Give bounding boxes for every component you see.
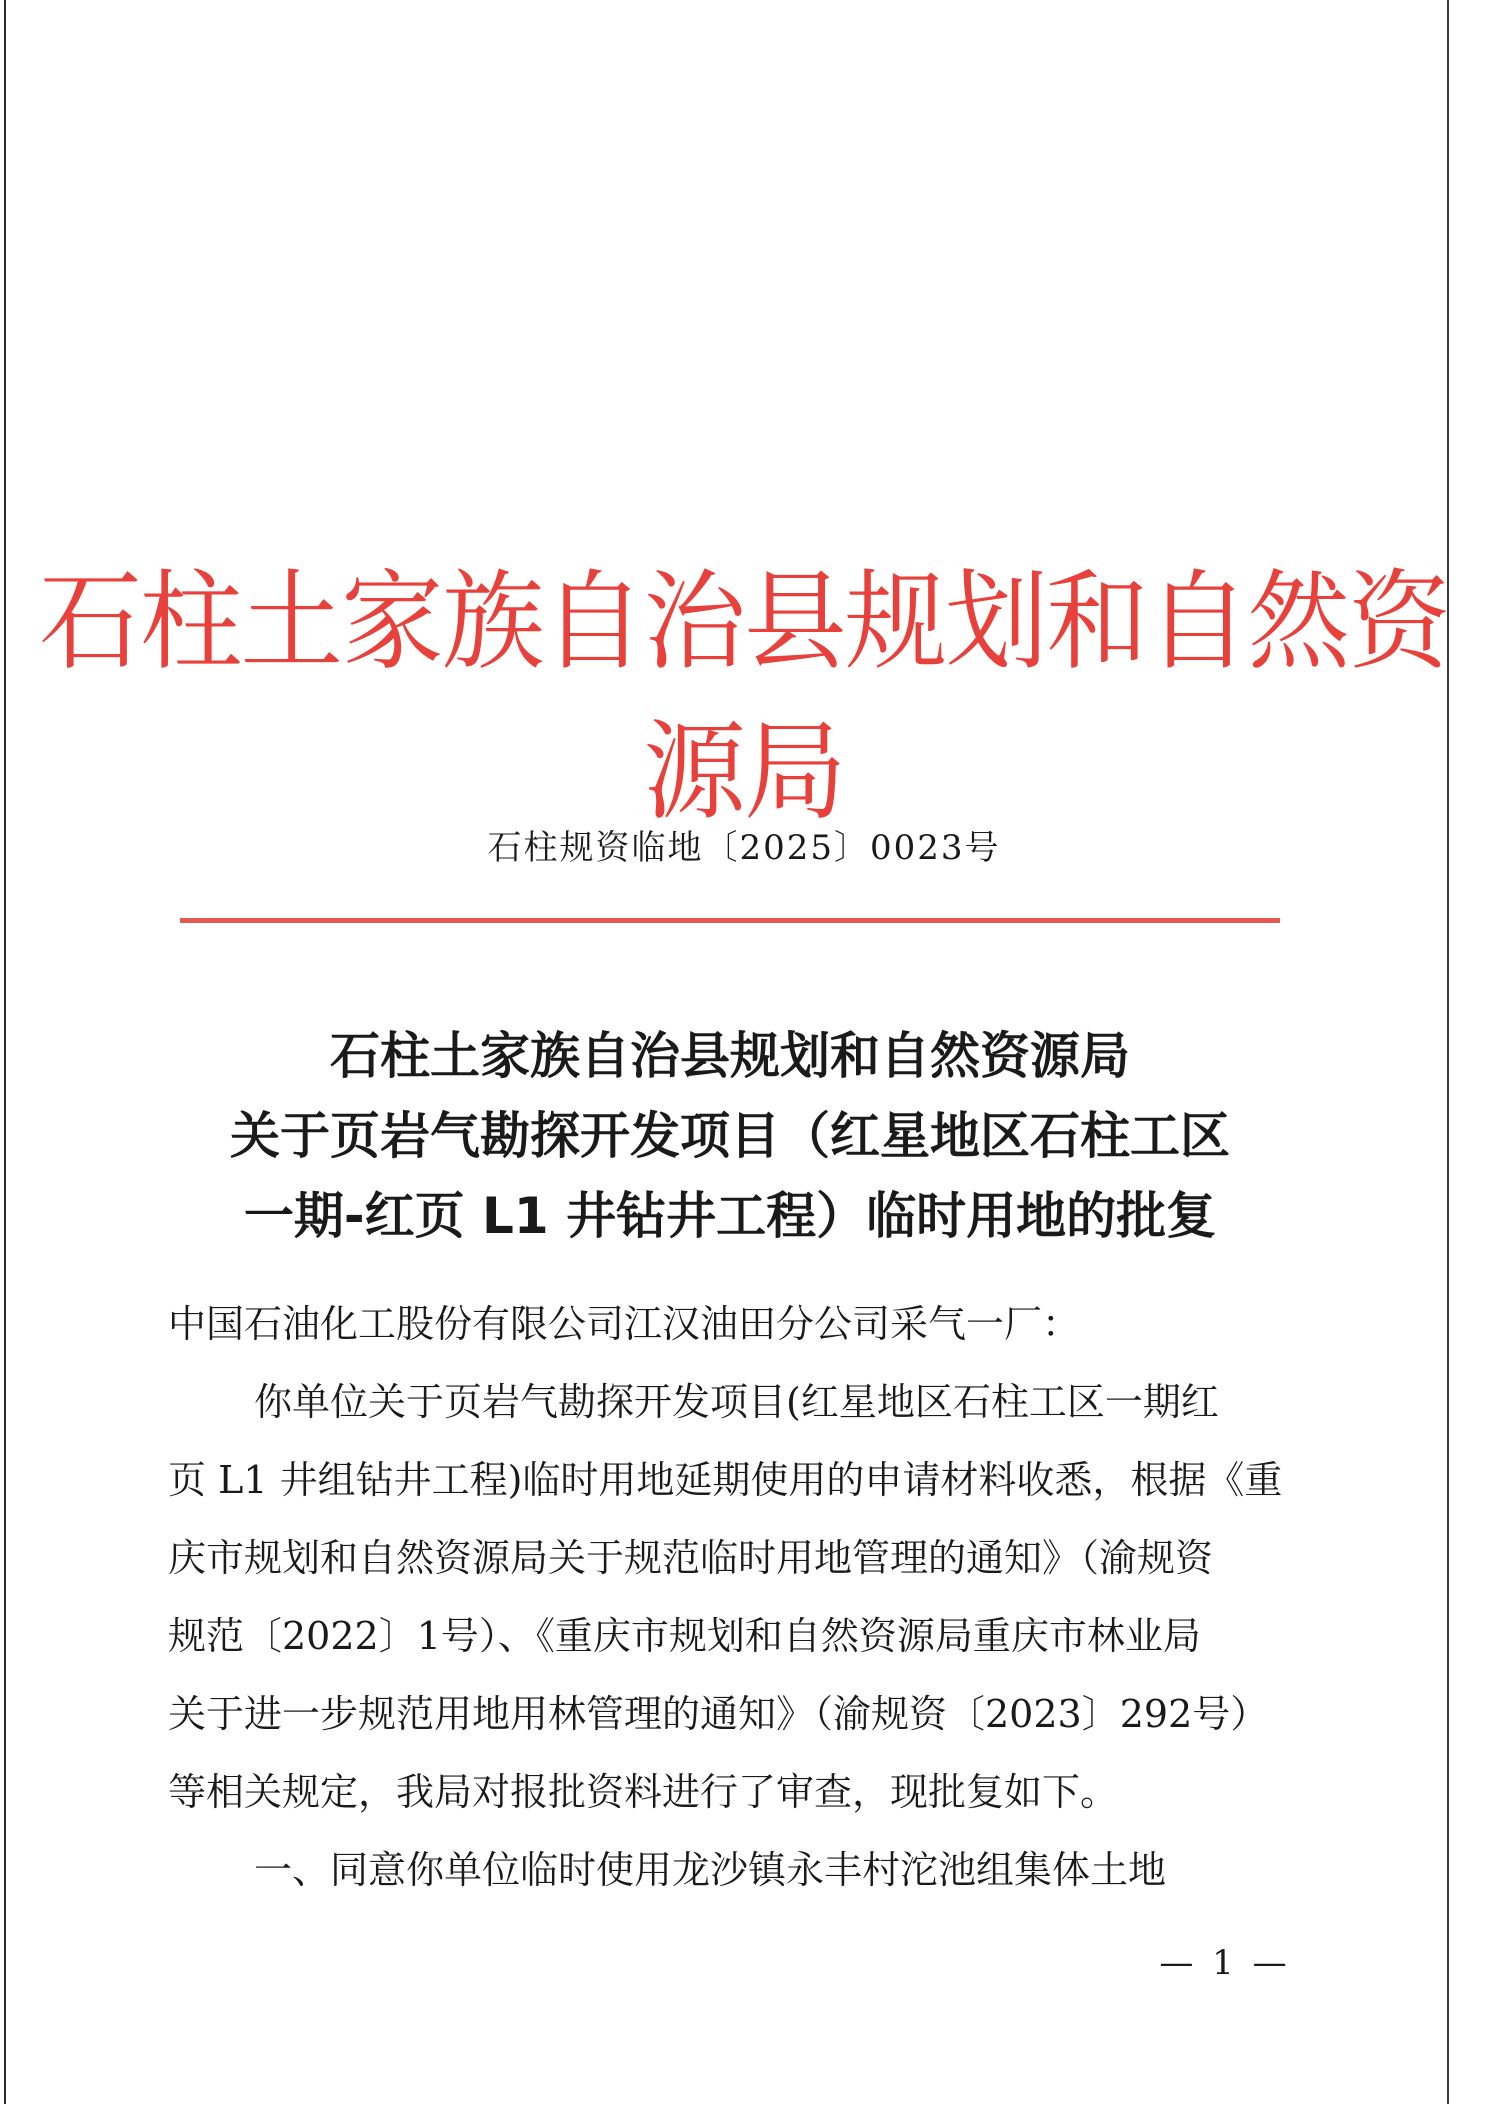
- document-body: [168, 1285, 1298, 1909]
- red-separator-rule: [180, 918, 1280, 923]
- paragraph-1-line: 规范〔2022〕1号）、《重庆市规划和自然资源局重庆市林业局: [168, 1614, 1201, 1658]
- page-number: — 1 —: [1159, 1943, 1291, 1983]
- paragraph-1-line: 你单位关于页岩气勘探开发项目(红星地区石柱工区一期红: [254, 1380, 1219, 1424]
- paragraph-1-line: 等相关规定，我局对报批资料进行了审查，现批复如下。: [168, 1770, 1119, 1814]
- paragraph-1-line: 关于进一步规范用地用林管理的通知》（渝规资〔2023〕292号）: [168, 1692, 1269, 1736]
- scan-edge-right: [1447, 0, 1449, 2104]
- document-title: [160, 1016, 1300, 1256]
- paragraph-1-line: 庆市规划和自然资源局关于规范临时用地管理的通知》（渝规资: [168, 1536, 1214, 1580]
- masthead-agency-name: 石柱土家族自治县规划和自然资源局: [39, 560, 1449, 835]
- paragraph-1-line: 页 L1 井组钻井工程)临时用地延期使用的申请材料收悉，根据《重: [168, 1458, 1283, 1502]
- scan-edge-left: [4, 0, 6, 2104]
- title-line-1: 石柱土家族自治县规划和自然资源局: [330, 1027, 1130, 1085]
- addressee: 中国石油化工股份有限公司江汉油田分公司采气一厂：: [168, 1302, 1081, 1346]
- title-line-2: 关于页岩气勘探开发项目（红星地区石柱工区: [230, 1107, 1230, 1165]
- paragraph-2-line: 一、同意你单位临时使用龙沙镇永丰村沱池组集体土地: [254, 1848, 1167, 1892]
- document-number: 石柱规资临地〔2025〕0023号: [487, 828, 1001, 868]
- title-line-3: 一期-红页 L1 井钻井工程）临时用地的批复: [243, 1187, 1217, 1245]
